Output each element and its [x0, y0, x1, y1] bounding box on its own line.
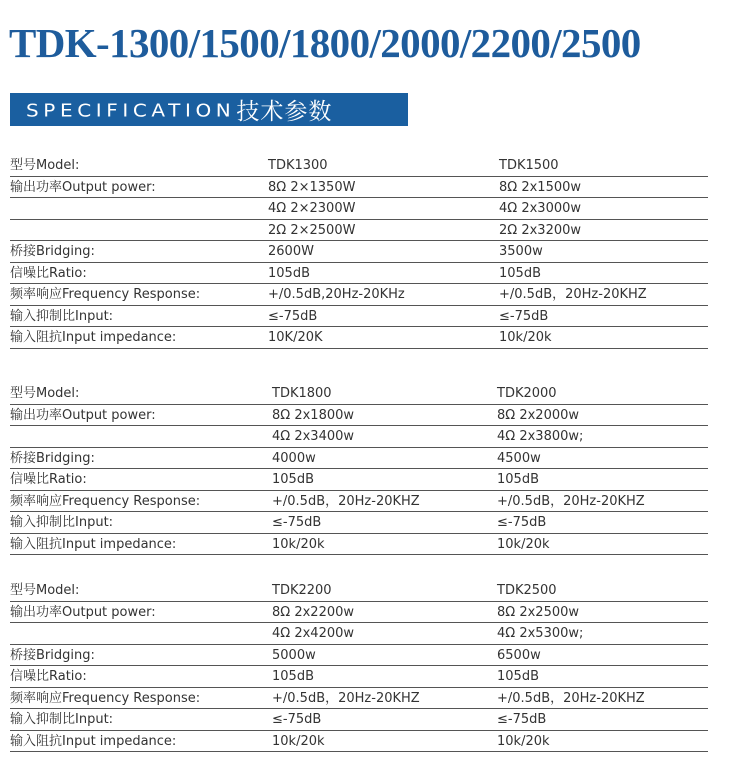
row-value-col1: 5000w: [272, 647, 316, 663]
row-value-col1: 4Ω 2x4200w: [272, 626, 355, 641]
row-label: 信噪比Ratio:: [10, 265, 87, 281]
table-row-input: [10, 709, 708, 731]
table-row-bridging: [10, 241, 708, 263]
row-label: 输出功率Output power:: [10, 407, 156, 423]
row-value-col2: 10k/20k: [497, 733, 550, 749]
table-row-output-power-2ohm: [10, 220, 708, 242]
table-row-output-power-8ohm: [10, 602, 708, 624]
row-value-col1: 2600W: [268, 244, 314, 259]
row-value-col2: 10k/20k: [497, 536, 550, 552]
row-value-col2: 105dB: [499, 265, 541, 281]
row-label: 输入阻抗Input impedance:: [10, 733, 177, 749]
row-value-col1: 105dB: [272, 669, 314, 684]
row-value-col2: +/0.5dB，20Hz-20KHZ: [497, 690, 645, 706]
table-row-output-power-8ohm: [10, 405, 708, 427]
row-label: 输入抑制比Input:: [10, 515, 114, 530]
row-label: 输入阻抗Input impedance:: [10, 536, 177, 552]
table-row-input: [10, 306, 708, 328]
row-value-col1: 8Ω 2×1350W: [268, 179, 356, 195]
row-label: 信噪比Ratio:: [10, 669, 87, 684]
table-row-output-power-4ohm: [10, 198, 708, 220]
table-row-ratio: [10, 469, 708, 491]
row-value-col1: ≤-75dB: [272, 515, 322, 530]
row-value-col1: +/0.5dB,20Hz-20KHz: [268, 287, 405, 302]
table-row-frequency-response: [10, 491, 708, 513]
row-label: 输入阻抗Input impedance:: [10, 330, 177, 345]
row-value-col2: TDK2500: [497, 583, 557, 598]
spec-table-tdk1800-tdk2000: [10, 383, 708, 555]
row-value-col2: 8Ω 2x2500w: [497, 604, 580, 620]
row-value-col1: 10k/20k: [272, 733, 325, 749]
row-label: 频率响应Frequency Response:: [10, 493, 201, 509]
table-row-output-power-8ohm: [10, 177, 708, 199]
row-value-col1: 4000w: [272, 450, 316, 466]
table-row-output-power-4ohm: [10, 426, 708, 448]
row-value-col2: 4Ω 2x5300w;: [497, 626, 584, 641]
banner-title-en: SPECIFICATION: [26, 98, 236, 121]
row-value-col2: TDK2000: [497, 386, 557, 401]
row-value-col2: 8Ω 2x2000w: [497, 407, 580, 423]
row-value-col1: 10K/20K: [268, 330, 323, 345]
row-label: 输出功率Output power:: [10, 604, 156, 620]
row-value-col1: +/0.5dB，20Hz-20KHZ: [272, 690, 420, 706]
row-value-col1: 8Ω 2x2200w: [272, 604, 355, 620]
banner-title-zh: 技术参数: [236, 99, 333, 125]
table-row-model: [10, 383, 708, 405]
row-label: 型号Model:: [10, 583, 80, 598]
row-value-col1: TDK1300: [268, 158, 328, 173]
row-value-col1: 10k/20k: [272, 536, 325, 552]
spec-table-tdk2200-tdk2500: [10, 580, 708, 752]
table-row-input: [10, 512, 708, 534]
table-row-frequency-response: [10, 284, 708, 306]
row-label: 型号Model:: [10, 386, 80, 401]
page-title: TDK-1300/1500/1800/2000/2200/2500: [9, 20, 641, 66]
row-label: 输出功率Output power:: [10, 179, 156, 195]
row-value-col1: 4Ω 2x3400w: [272, 429, 355, 444]
table-row-model: [10, 155, 708, 177]
row-value-col2: 4Ω 2x3000w: [499, 201, 582, 216]
table-row-ratio: [10, 263, 708, 285]
row-value-col1: 105dB: [268, 265, 310, 281]
row-value-col1: TDK1800: [272, 386, 332, 401]
row-label: 桥接Bridging:: [10, 450, 95, 466]
row-value-col1: ≤-75dB: [268, 308, 318, 324]
row-label: 输入抑制比Input:: [10, 308, 114, 324]
row-value-col2: 6500w: [497, 647, 541, 663]
row-value-col1: +/0.5dB，20Hz-20KHZ: [272, 493, 420, 509]
row-value-col2: 105dB: [497, 669, 539, 684]
row-value-col2: ≤-75dB: [497, 712, 547, 727]
table-row-model: [10, 580, 708, 602]
row-value-col2: 3500w: [499, 244, 543, 259]
table-row-ratio: [10, 666, 708, 688]
table-row-bridging: [10, 645, 708, 667]
row-value-col1: TDK2200: [272, 583, 332, 598]
row-value-col1: 105dB: [272, 472, 314, 487]
specification-banner: [10, 93, 408, 126]
row-value-col2: 105dB: [497, 472, 539, 487]
row-value-col1: ≤-75dB: [272, 712, 322, 727]
row-value-col2: 4Ω 2x3800w;: [497, 429, 584, 444]
table-row-output-power-4ohm: [10, 623, 708, 645]
row-label: 型号Model:: [10, 158, 80, 173]
row-label: 桥接Bridging:: [10, 244, 95, 259]
row-label: 频率响应Frequency Response:: [10, 690, 201, 706]
row-value-col2: 2Ω 2x3200w: [499, 222, 582, 238]
table-row-frequency-response: [10, 688, 708, 710]
row-value-col1: 2Ω 2×2500W: [268, 222, 356, 238]
row-value-col2: 8Ω 2x1500w: [499, 179, 582, 195]
table-row-bridging: [10, 448, 708, 470]
row-value-col2: +/0.5dB，20Hz-20KHZ: [497, 493, 645, 509]
spec-table-tdk1300-tdk1500: [10, 155, 708, 349]
row-label: 频率响应Frequency Response:: [10, 287, 201, 302]
table-row-input-impedance: [10, 731, 708, 753]
row-value-col2: ≤-75dB: [497, 515, 547, 530]
row-value-col2: TDK1500: [499, 158, 559, 173]
row-label: 桥接Bridging:: [10, 647, 95, 663]
row-value-col1: 8Ω 2x1800w: [272, 407, 355, 423]
row-label: 输入抑制比Input:: [10, 712, 114, 727]
row-value-col2: +/0.5dB，20Hz-20KHZ: [499, 287, 647, 302]
row-label: 信噪比Ratio:: [10, 472, 87, 487]
row-value-col1: 4Ω 2×2300W: [268, 201, 356, 216]
row-value-col2: 4500w: [497, 450, 541, 466]
row-value-col2: 10k/20k: [499, 330, 552, 345]
table-row-input-impedance: [10, 327, 708, 349]
table-row-input-impedance: [10, 534, 708, 556]
row-value-col2: ≤-75dB: [499, 308, 549, 324]
